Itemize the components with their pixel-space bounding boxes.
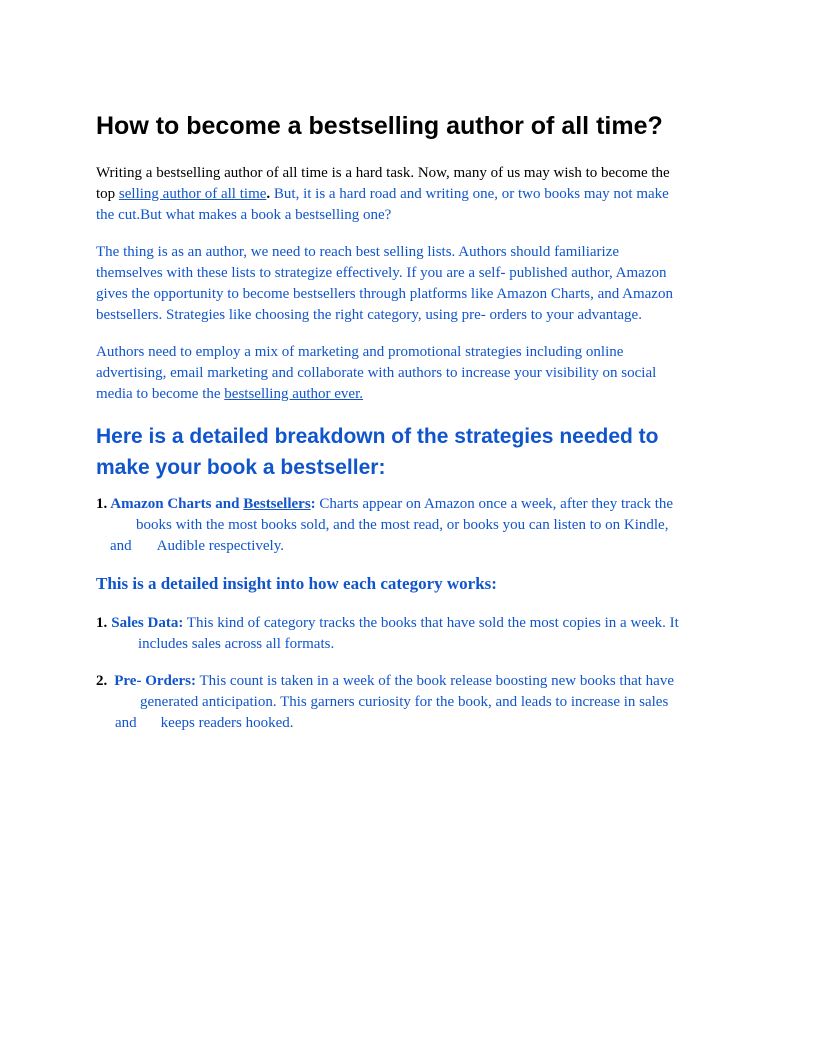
para2-line2: themselves with these lists to strategize effectively. If you are a self- published author, Amazon — [96, 265, 667, 281]
para3-line2: advertising, email marketing and collaborate with authors to increase your visibility on social — [96, 365, 657, 381]
para2-line1: The thing is as an author, we need to reach best selling lists. Authors should familiarize — [96, 244, 620, 260]
intro-text-line1: Writing a bestselling author of all time is a hard task. Now, many of us may wish to become the — [96, 165, 670, 181]
page-title: How to become a bestselling author of all time? — [96, 112, 663, 140]
item1-text-line3b: Audible respectively. — [156, 538, 284, 554]
list-item-pre-orders — [96, 671, 726, 734]
item1-label-colon: : — [310, 496, 316, 512]
intro-text-line3: the cut.But what makes a book a bestselling one? — [96, 207, 392, 223]
paragraph-best-selling-lists — [96, 242, 722, 326]
list-item-amazon-charts — [96, 494, 726, 557]
intro-paragraph — [96, 163, 722, 226]
item3-label: Pre- Orders: — [114, 673, 197, 689]
item1-text-line3a: and — [110, 538, 132, 554]
item2-label: Sales Data: — [111, 615, 184, 631]
bestselling-author-link[interactable]: bestselling author ever. — [224, 386, 364, 402]
para2-line4: bestsellers. Strategies like choosing the right category, using pre- orders to your advantage. — [96, 307, 642, 323]
bestsellers-link[interactable]: Bestsellers — [243, 496, 311, 512]
item1-label-prefix: Amazon Charts and — [110, 496, 244, 512]
item2-text-line1: This kind of category tracks the books that have sold the most copies in a week. It — [183, 615, 679, 631]
intro-text-prefix: top — [96, 186, 119, 202]
para3-line1: Authors need to employ a mix of marketing and promotional strategies including online — [96, 344, 624, 360]
item1-text-line2: books with the most books sold, and the most read, or books you can listen to on Kindle, — [136, 517, 669, 533]
item3-text-line2: generated anticipation. This garners curiosity for the book, and leads to increase in sales — [140, 694, 669, 710]
para3-line3-prefix: media to become the — [96, 386, 225, 402]
paragraph-marketing — [96, 342, 722, 405]
list-number: 1. — [96, 615, 108, 631]
selling-author-link[interactable]: selling author of all time — [118, 186, 267, 202]
list-number: 2. — [96, 673, 108, 689]
intro-text-rest: But, it is a hard road and writing one, or two books may not make — [270, 186, 669, 202]
heading2-line1: Here is a detailed breakdown of the strategies needed to — [96, 425, 659, 448]
item3-text-line3b: keeps readers hooked. — [160, 715, 294, 731]
para2-line3: gives the opportunity to become bestsellers through platforms like Amazon Charts, and Amazon — [96, 286, 673, 302]
heading2-line2: make your book a bestseller: — [96, 456, 386, 479]
list-item-sales-data — [96, 613, 726, 655]
intro-text-dot: . — [266, 186, 271, 202]
list-number: 1. — [96, 496, 108, 512]
item1-text-line1: Charts appear on Amazon once a week, after they track the — [315, 496, 674, 512]
item3-text-line1: This count is taken in a week of the book release boosting new books that have — [196, 673, 674, 689]
item2-text-line2: includes sales across all formats. — [138, 636, 335, 652]
section-heading-strategies — [96, 421, 722, 483]
section-heading-category-insight: This is a detailed insight into how each category works: — [96, 574, 497, 593]
item3-text-line3a: and — [115, 715, 137, 731]
